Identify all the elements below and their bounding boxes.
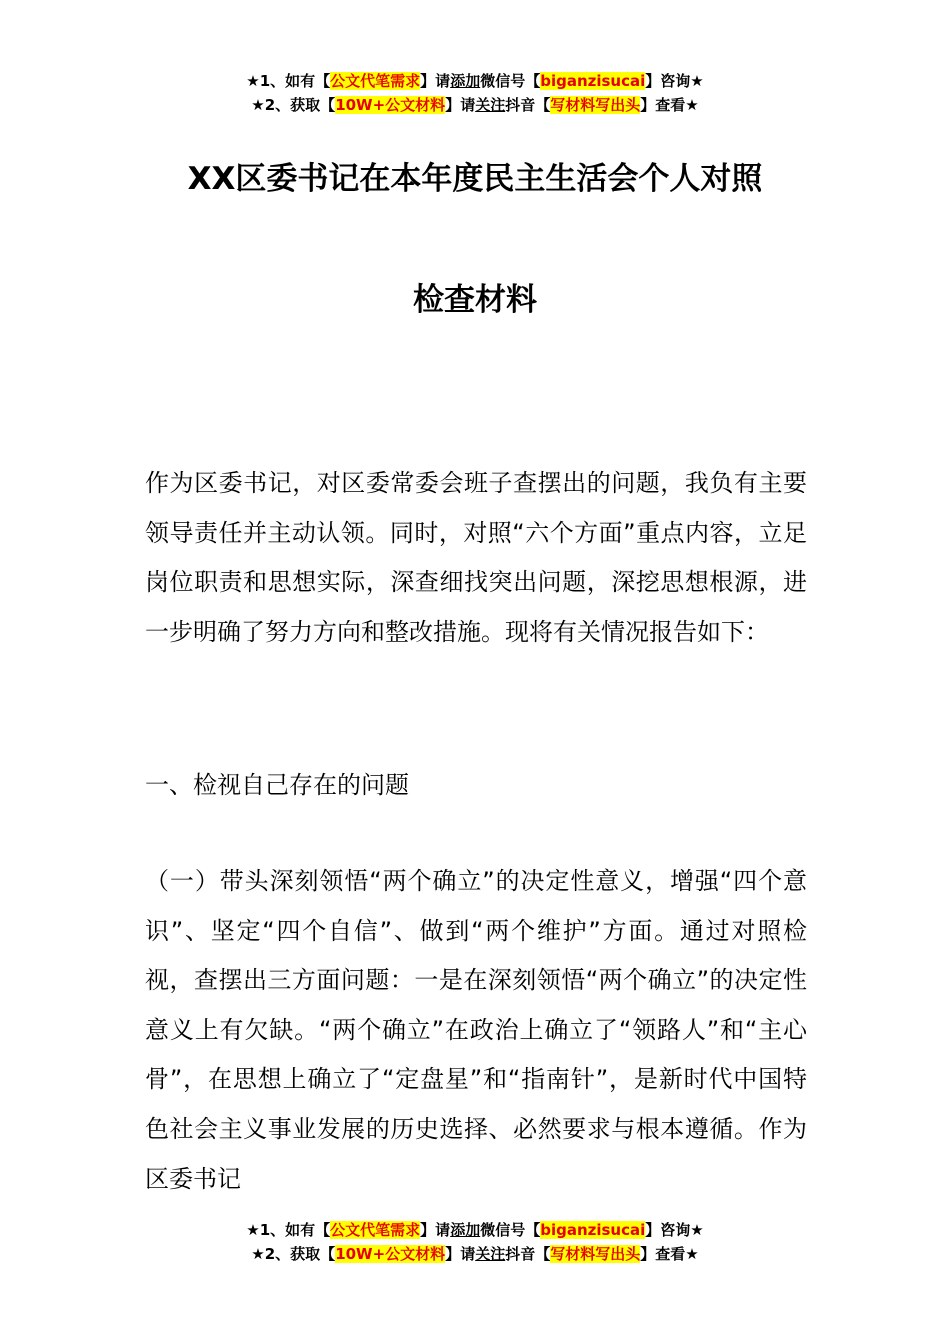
header-promo-line-2: ★2、获取【10W+公文材料】请关注抖音【写材料写出头】查看★ [251,96,699,114]
highlight-douyin-account: 写材料写出头 [550,96,641,114]
highlight-service: 公文代笔需求 [330,72,421,90]
highlight-service: 公文代笔需求 [330,1221,421,1239]
highlight-materials: 10W+公文材料 [335,1245,446,1263]
header-promo-line-1: ★1、如有【公文代笔需求】请添加微信号【biganzisucai】咨询★ [246,72,704,90]
highlight-douyin-account: 写材料写出头 [550,1245,641,1263]
section-1-heading: 一、检视自己存在的问题 [145,771,409,799]
underline-add: 添加 [450,1221,481,1239]
intro-paragraph: 作为区委书记，对区委常委会班子查摆出的问题，我负有主要领导责任并主动认领。同时，对照“六个方面”重点内容，立足岗位职责和思想实际，深查细找突出问题，深挖思想根源，进一步明确了努力方向和整改措施。现将有关情况报告如下： [145,469,807,646]
highlight-materials: 10W+公文材料 [335,96,446,114]
document-title-line-2: 检查材料 [413,282,537,318]
highlight-wechat-id: biganzisucai [540,72,646,90]
highlight-wechat-id: biganzisucai [540,1221,646,1239]
underline-follow: 关注 [475,1245,506,1263]
document-title-line-1: XX区委书记在本年度民主生活会个人对照 [187,161,763,197]
underline-follow: 关注 [475,96,506,114]
footer-promo-line-2: ★2、获取【10W+公文材料】请关注抖音【写材料写出头】查看★ [251,1245,699,1263]
footer-promo-line-1: ★1、如有【公文代笔需求】请添加微信号【biganzisucai】咨询★ [246,1221,704,1239]
underline-add: 添加 [450,72,481,90]
section-1-paragraph: （一）带头深刻领悟“两个确立”的决定性意义，增强“四个意识”、坚定“四个自信”、做到“两个维护”方面。通过对照检视，查摆出三方面问题：一是在深刻领悟“两个确立”的决定性意义上有欠缺。“两个确立”在政治上确立了“领路人”和“主心骨”，在思想上确立了“定盘星”和“指南针”，是新时代中国特色社会主义事业发展的历史选择、必然要求与根本遵循。作为区委书记 [145,867,807,1193]
